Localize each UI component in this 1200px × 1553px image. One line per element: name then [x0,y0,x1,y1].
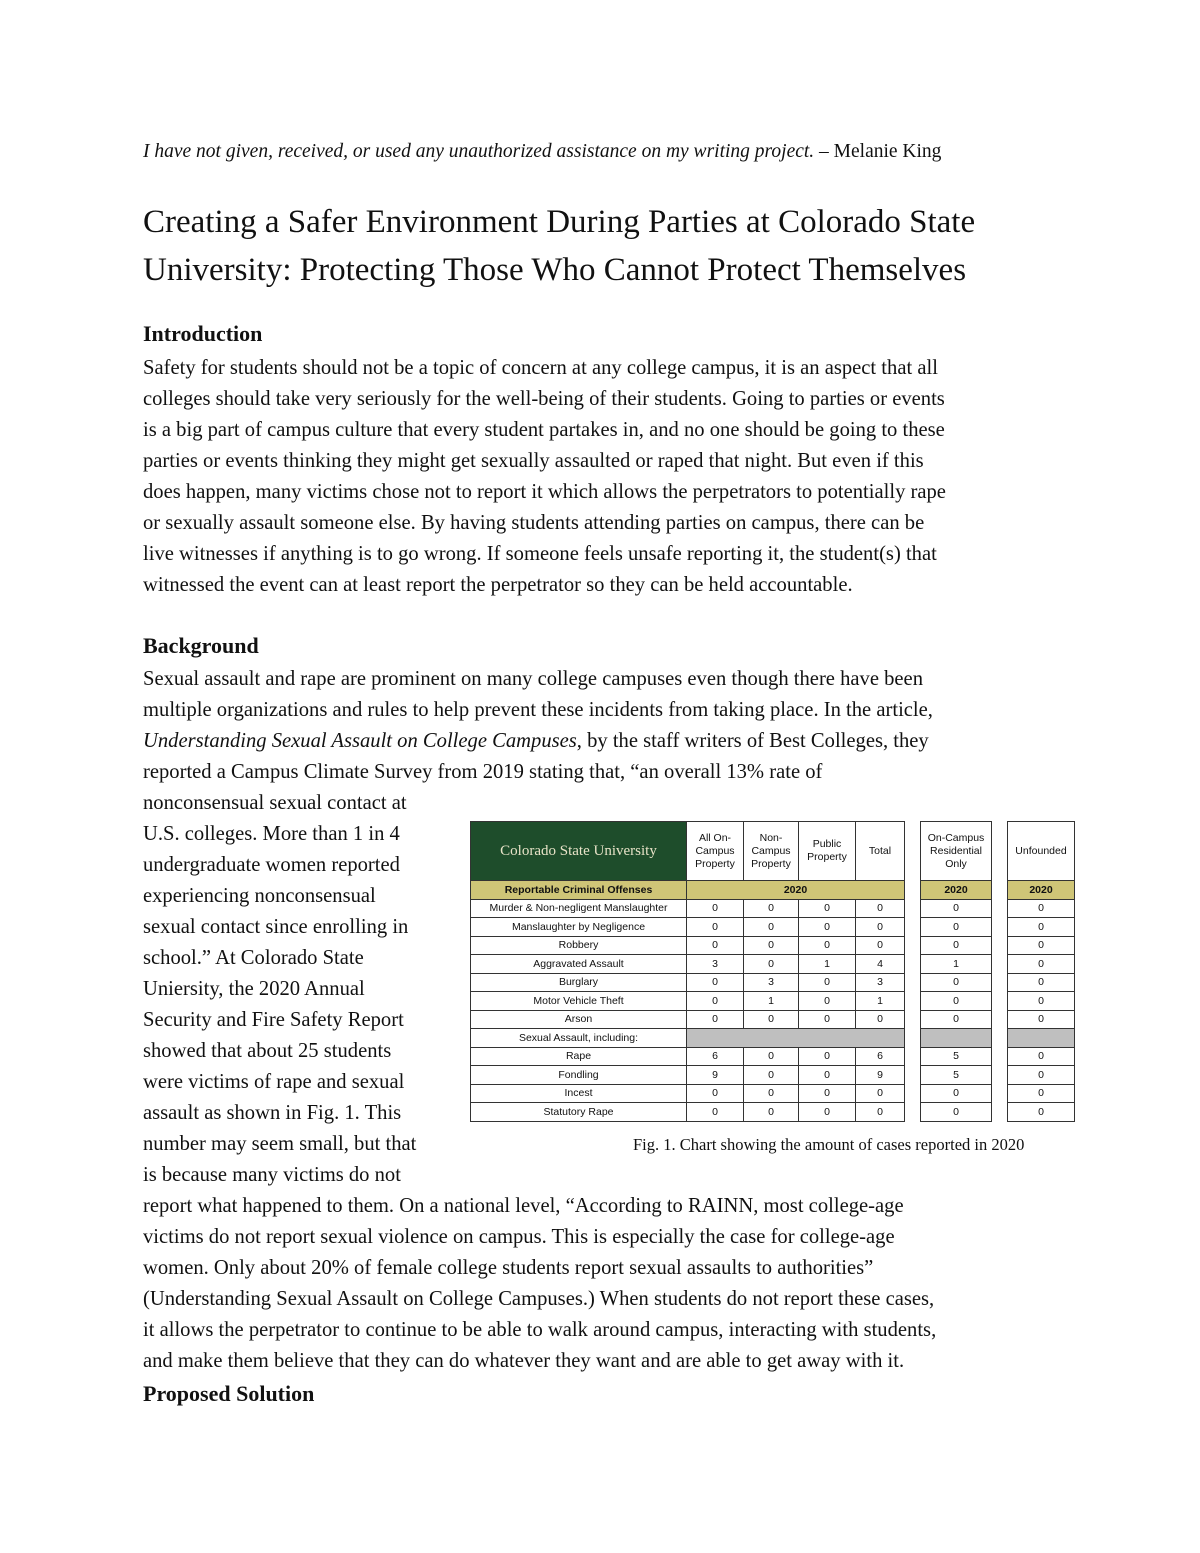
figure-caption: Fig. 1. Chart showing the amount of cases reported in 2020 [633,1135,1025,1154]
table-cell: 0 [687,1084,744,1103]
table-cell: 0 [1008,1103,1075,1122]
column-header: All On-Campus Property [687,822,744,881]
proposed-solution-heading: Proposed Solution [143,1381,315,1406]
introduction-body [143,353,1083,601]
table-cell: 0 [799,1084,856,1103]
row-label: Burglary [471,973,687,992]
wrapped-line: Security and Fire Safety Report [143,1009,404,1031]
table-cell: 6 [687,1047,744,1066]
table-cell: 0 [687,899,744,918]
title-line-1: Creating a Safer Environment During Parties at Colorado State [143,204,976,240]
column-header: Public Property [799,822,856,881]
table-cell: 0 [799,1010,856,1029]
background-line: multiple organizations and rules to help prevent these incidents from taking place. In the article, [143,699,933,721]
row-label: Aggravated Assault [471,955,687,974]
row-label: Robbery [471,936,687,955]
table-cell: 1 [856,992,905,1011]
page-title [143,198,1083,294]
table-cell: 3 [687,955,744,974]
table-cell: 0 [744,1010,799,1029]
table-cell: 0 [744,955,799,974]
table-cell: 0 [1008,955,1075,974]
section-label: Reportable Criminal Offenses [471,881,687,900]
wrapped-line: U.S. colleges. More than 1 in 4 [143,823,400,845]
table-cell: 0 [744,1103,799,1122]
table-cell: 0 [856,1084,905,1103]
wrapped-line: undergraduate women reported [143,854,400,876]
pledge-signature: – Melanie King [814,141,942,162]
table-cell: 0 [921,936,992,955]
table-cell: 3 [856,973,905,992]
row-label: Murder & Non-negligent Manslaughter [471,899,687,918]
table-cell: 0 [856,936,905,955]
wrapped-line: experiencing nonconsensual [143,885,376,907]
table-cell: 0 [687,1103,744,1122]
table-cell: 3 [744,973,799,992]
table-cell: 0 [921,1103,992,1122]
table-cell: 0 [921,918,992,937]
background-line: reported a Campus Climate Survey from 2019 stating that, “an overall 13% rate of [143,761,823,783]
table-cell: 0 [856,1103,905,1122]
table-cell: 0 [687,992,744,1011]
intro-line: live witnesses if anything is to go wrong. If someone feels unsafe reporting it, the student(s) that [143,543,937,565]
table-cell: 0 [799,1066,856,1085]
row-label: Arson [471,1010,687,1029]
year-label: 2020 [921,881,992,900]
table-cell: 0 [1008,918,1075,937]
table-cell: 9 [687,1066,744,1085]
row-subheading: Sexual Assault, including: [471,1029,687,1048]
table-cell: 0 [1008,1066,1075,1085]
background-line: Sexual assault and rape are prominent on many college campuses even though there have been [143,668,923,690]
table-cell: 0 [1008,899,1075,918]
wrapped-line: were victims of rape and sexual [143,1071,405,1093]
background-line: it allows the perpetrator to continue to be able to walk around campus, interacting with students, [143,1319,937,1341]
honor-pledge [143,141,941,163]
table-cell: 6 [856,1047,905,1066]
table-cell: 0 [921,899,992,918]
table-cell: 0 [1008,1010,1075,1029]
table-cell: 0 [744,1084,799,1103]
intro-line: does happen, many victims chose not to report it which allows the perpetrators to potentially rape [143,481,946,503]
intro-line: Safety for students should not be a topic of concern at any college campus, it is an aspect that all [143,357,938,379]
table-cell: 9 [856,1066,905,1085]
row-label: Statutory Rape [471,1103,687,1122]
column-header: Non-Campus Property [744,822,799,881]
table-brand: Colorado State University [471,822,687,881]
pledge-statement: I have not given, received, or used any unauthorized assistance on my writing project. [143,141,815,162]
table-cell: 0 [744,1066,799,1085]
wrapped-line: nonconsensual sexual contact at [143,792,407,814]
table-cell: 0 [799,1047,856,1066]
wrapped-line: showed that about 25 students [143,1040,392,1062]
table-cell: 5 [921,1066,992,1085]
intro-line: parties or events thinking they might get sexually assaulted or raped that night. But even if this [143,450,924,472]
background-line [143,726,1083,757]
background-line: women. Only about 20% of female college students report sexual assaults to authorities” [143,1257,874,1279]
intro-line: witnessed the event can at least report the perpetrator so they can be held accountable. [143,574,853,596]
intro-line: or sexually assault someone else. By having students attending parties on campus, there can be [143,512,925,534]
table-cell: 0 [799,973,856,992]
background-body-bottom [143,1191,1083,1377]
table-cell: 0 [799,992,856,1011]
background-heading: Background [143,633,259,658]
wrapped-line: assault as shown in Fig. 1. This [143,1102,402,1124]
row-label: Rape [471,1047,687,1066]
title-line-2: University: Protecting Those Who Cannot Protect Themselves [143,252,967,288]
background-line-rest: , by the staff writers of Best Colleges, they [576,730,929,752]
table-cell: 0 [687,973,744,992]
year-label: 2020 [1008,881,1075,900]
table-cell: 0 [799,899,856,918]
table-cell: 0 [921,1010,992,1029]
wrapped-line: sexual contact since enrolling in [143,916,409,938]
introduction-heading: Introduction [143,321,263,346]
table-cell: 1 [799,955,856,974]
background-line: and make them believe that they can do whatever they want and are able to get away with it. [143,1350,905,1372]
row-label: Motor Vehicle Theft [471,992,687,1011]
wrapped-line: number may seem small, but that [143,1133,417,1155]
table-cell: 0 [687,918,744,937]
table-cell: 0 [856,918,905,937]
table-cell: 0 [799,1103,856,1122]
background-line: victims do not report sexual violence on campus. This is especially the case for college-age [143,1226,895,1248]
background-line: report what happened to them. On a national level, “According to RAINN, most college-age [143,1195,904,1217]
background-body-top [143,664,1083,788]
table-cell: 0 [1008,973,1075,992]
row-label: Fondling [471,1066,687,1085]
row-label: Manslaughter by Negligence [471,918,687,937]
table-cell: 0 [1008,936,1075,955]
intro-line: is a big part of campus culture that every student partakes in, and no one should be going to these [143,419,945,441]
table-cell: 0 [1008,1084,1075,1103]
table-cell: 0 [799,918,856,937]
table-cell: 5 [921,1047,992,1066]
table-cell: 4 [856,955,905,974]
table-cell: 0 [856,899,905,918]
background-line: (Understanding Sexual Assault on College Campuses.) When students do not report these cases, [143,1288,935,1310]
column-header: Unfounded [1008,822,1075,881]
table-cell: 0 [921,1084,992,1103]
year-label: 2020 [687,881,905,900]
table-cell: 1 [744,992,799,1011]
wrapped-line: Uniersity, the 2020 Annual [143,978,365,1000]
article-title: Understanding Sexual Assault on College Campuses [143,730,577,752]
crime-statistics-table [470,821,1075,1122]
table-cell: 0 [744,918,799,937]
wrapped-line: school.” At Colorado State [143,947,364,969]
intro-line: colleges should take very seriously for the well-being of their students. Going to parties or events [143,388,945,410]
table-cell: 1 [921,955,992,974]
table-cell: 0 [921,973,992,992]
table-cell: 0 [799,936,856,955]
column-header: Total [856,822,905,881]
table-cell: 0 [744,1047,799,1066]
table-cell: 0 [687,1010,744,1029]
table-cell: 0 [921,992,992,1011]
table-cell: 0 [744,899,799,918]
table-cell: 0 [1008,992,1075,1011]
wrapped-line: is because many victims do not [143,1164,401,1186]
table-cell: 0 [687,936,744,955]
background-body-wrapped [143,788,463,1191]
column-header: On-Campus Residential Only [921,822,992,881]
table-cell: 0 [856,1010,905,1029]
table-cell: 0 [1008,1047,1075,1066]
table-cell: 0 [744,936,799,955]
row-label: Incest [471,1084,687,1103]
